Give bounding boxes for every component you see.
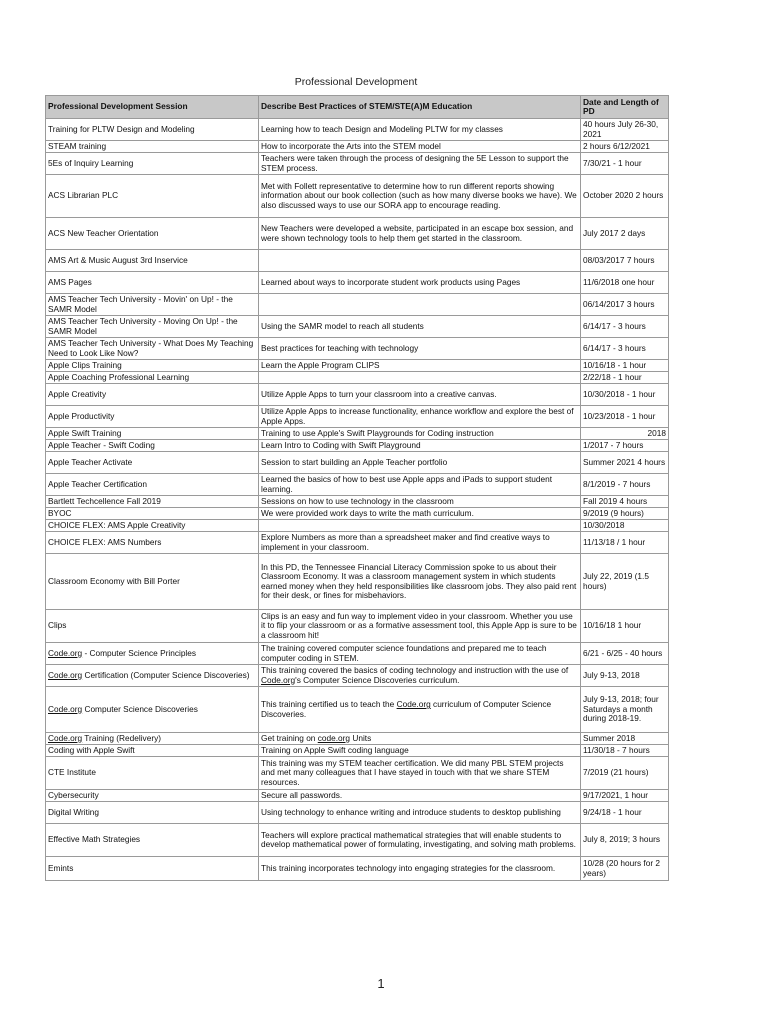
session-text: Certification (Computer Science Discoveries) <box>82 669 250 680</box>
date-length-cell: 7/30/21 - 1 hour <box>581 153 669 175</box>
session-cell: Cybersecurity <box>46 790 259 802</box>
date-length-cell: July 2017 2 days <box>581 218 669 250</box>
session-cell: CHOICE FLEX: AMS Apple Creativity <box>46 520 259 532</box>
description-cell <box>259 520 581 532</box>
session-cell: ACS New Teacher Orientation <box>46 218 259 250</box>
date-length-cell: 6/14/17 - 3 hours <box>581 316 669 338</box>
professional-development-table <box>45 95 669 881</box>
table-row <box>46 250 669 272</box>
description-cell: New Teachers were developed a website, participated in an escape box session, and were shown technology tools to help them get started in the classroom. <box>259 218 581 250</box>
description-text: This training certified us to teach the <box>261 699 397 710</box>
date-length-cell: 6/21 - 6/25 - 40 hours <box>581 643 669 665</box>
session-link[interactable]: Code.org <box>48 732 83 743</box>
description-cell <box>259 372 581 384</box>
session-link[interactable]: Code.org <box>48 647 83 658</box>
table-row <box>46 141 669 153</box>
table-row <box>46 338 669 360</box>
table-row <box>46 532 669 554</box>
table-row <box>46 406 669 428</box>
header-date-length: Date and Length of PD <box>581 96 669 119</box>
session-cell: CTE Institute <box>46 757 259 790</box>
description-cell: This training was my STEM teacher certification. We did many PBL STEM projects and met many colleagues that I have stayed in touch with that we share STEM resources. <box>259 757 581 790</box>
description-cell: How to incorporate the Arts into the STEM model <box>259 141 581 153</box>
description-cell: Session to start building an Apple Teacher portfolio <box>259 452 581 474</box>
table-row <box>46 316 669 338</box>
session-cell <box>46 687 259 733</box>
description-link[interactable]: Code.org <box>396 699 431 710</box>
table-row <box>46 610 669 643</box>
session-cell <box>46 665 259 687</box>
date-length-cell: 10/16/18 1 hour <box>581 610 669 643</box>
description-cell: Training to use Apple's Swift Playgrounds for Coding instruction <box>259 428 581 440</box>
description-cell: Sessions on how to use technology in the classroom <box>259 496 581 508</box>
description-cell: Using the SAMR model to reach all students <box>259 316 581 338</box>
session-cell: Bartlett Techcellence Fall 2019 <box>46 496 259 508</box>
date-length-cell: 9/17/2021, 1 hour <box>581 790 669 802</box>
description-cell: Best practices for teaching with technology <box>259 338 581 360</box>
session-cell: Training for PLTW Design and Modeling <box>46 119 259 141</box>
date-length-cell: 6/14/17 - 3 hours <box>581 338 669 360</box>
date-length-cell: 40 hours July 26-30, 2021 <box>581 119 669 141</box>
date-length-cell: 2018 <box>581 428 669 440</box>
session-link[interactable]: Code.org <box>48 703 83 714</box>
date-length-cell: 9/2019 (9 hours) <box>581 508 669 520</box>
description-text: This training covered the basics of coding technology and instruction with the use of <box>261 665 569 676</box>
description-cell: We were provided work days to write the math curriculum. <box>259 508 581 520</box>
table-row <box>46 496 669 508</box>
date-length-cell: Summer 2021 4 hours <box>581 452 669 474</box>
session-cell: ACS Librarian PLC <box>46 175 259 218</box>
table-row <box>46 508 669 520</box>
session-cell <box>46 733 259 745</box>
table-row <box>46 428 669 440</box>
description-link[interactable]: Code.org <box>261 674 296 685</box>
date-length-cell: July 8, 2019; 3 hours <box>581 824 669 857</box>
table-header-row <box>46 96 669 119</box>
date-length-cell: 9/24/18 - 1 hour <box>581 802 669 824</box>
description-cell: Teachers will explore practical mathematical strategies that will enable students to develop mathematical power of formulating, investigating, and solving math problems. <box>259 824 581 857</box>
date-length-cell: July 22, 2019 (1.5 hours) <box>581 554 669 610</box>
session-cell: Effective Math Strategies <box>46 824 259 857</box>
session-cell: Coding with Apple Swift <box>46 745 259 757</box>
description-text: 's Computer Science Discoveries curriculum. <box>295 674 460 685</box>
description-cell: In this PD, the Tennessee Financial Literacy Commission spoke to us about their Classroom Economy. It was a classroom management system in which students earned money when they held responsibilities like classroom jobs. They also paid rent for their desk, or fines for misbehaviors. <box>259 554 581 610</box>
table-row <box>46 802 669 824</box>
table-row <box>46 372 669 384</box>
table-row <box>46 643 669 665</box>
table-row <box>46 218 669 250</box>
session-cell: Clips <box>46 610 259 643</box>
session-cell <box>46 643 259 665</box>
date-length-cell: Fall 2019 4 hours <box>581 496 669 508</box>
table-row <box>46 360 669 372</box>
table-row <box>46 175 669 218</box>
session-cell: Apple Coaching Professional Learning <box>46 372 259 384</box>
date-length-cell: 8/1/2019 - 7 hours <box>581 474 669 496</box>
date-length-cell: 2 hours 6/12/2021 <box>581 141 669 153</box>
session-cell: Apple Clips Training <box>46 360 259 372</box>
page-number: 1 <box>377 976 385 991</box>
date-length-cell: 7/2019 (21 hours) <box>581 757 669 790</box>
description-cell: Met with Follett representative to determine how to run different reports showing information about our book collection (such as how many diverse books we have). We also discussed ways to use our SORA app to encourage reading. <box>259 175 581 218</box>
table-row <box>46 474 669 496</box>
description-cell: Secure all passwords. <box>259 790 581 802</box>
description-cell <box>259 665 581 687</box>
description-cell <box>259 687 581 733</box>
date-length-cell: October 2020 2 hours <box>581 175 669 218</box>
session-cell: AMS Teacher Tech University - Moving On Up! - the SAMR Model <box>46 316 259 338</box>
session-cell: Digital Writing <box>46 802 259 824</box>
table-body <box>46 119 669 881</box>
table-row <box>46 824 669 857</box>
description-cell: Learn Intro to Coding with Swift Playground <box>259 440 581 452</box>
session-cell: Apple Swift Training <box>46 428 259 440</box>
description-cell <box>259 250 581 272</box>
table-row <box>46 554 669 610</box>
table-row <box>46 757 669 790</box>
table-row <box>46 745 669 757</box>
date-length-cell: 10/30/2018 - 1 hour <box>581 384 669 406</box>
table-row <box>46 857 669 881</box>
header-best-practices: Describe Best Practices of STEM/STE(A)M Education <box>259 96 581 119</box>
description-cell: Teachers were taken through the process of designing the 5E Lesson to support the STEM process. <box>259 153 581 175</box>
table-row <box>46 384 669 406</box>
table-row <box>46 153 669 175</box>
description-cell: Learning how to teach Design and Modeling PLTW for my classes <box>259 119 581 141</box>
table-row <box>46 733 669 745</box>
session-cell: 5Es of Inquiry Learning <box>46 153 259 175</box>
session-cell: Apple Teacher - Swift Coding <box>46 440 259 452</box>
description-text: Units <box>350 732 372 743</box>
date-length-cell: July 9-13, 2018; four Saturdays a month during 2018-19. <box>581 687 669 733</box>
description-cell: The training covered computer science foundations and prepared me to teach computer coding in STEM. <box>259 643 581 665</box>
date-length-cell: 08/03/2017 7 hours <box>581 250 669 272</box>
session-cell: Emints <box>46 857 259 881</box>
header-session: Professional Development Session <box>46 96 259 119</box>
session-cell: Apple Teacher Certification <box>46 474 259 496</box>
description-cell: Learn the Apple Program CLIPS <box>259 360 581 372</box>
session-cell: AMS Teacher Tech University - What Does My Teaching Need to Look Like Now? <box>46 338 259 360</box>
table-row <box>46 790 669 802</box>
session-cell: Apple Productivity <box>46 406 259 428</box>
document-title: Professional Development <box>294 76 418 88</box>
table-row <box>46 520 669 532</box>
table-row <box>46 272 669 294</box>
date-length-cell: 10/28 (20 hours for 2 years) <box>581 857 669 881</box>
date-length-cell: 10/16/18 - 1 hour <box>581 360 669 372</box>
description-cell: This training incorporates technology into engaging strategies for the classroom. <box>259 857 581 881</box>
description-cell <box>259 294 581 316</box>
session-cell: Classroom Economy with Bill Porter <box>46 554 259 610</box>
description-text: curriculum of Computer Science Discoveries. <box>261 699 552 719</box>
date-length-cell: 06/14/2017 3 hours <box>581 294 669 316</box>
table-row <box>46 440 669 452</box>
description-cell <box>259 733 581 745</box>
description-cell: Training on Apple Swift coding language <box>259 745 581 757</box>
date-length-cell: July 9-13, 2018 <box>581 665 669 687</box>
description-cell: Using technology to enhance writing and introduce students to desktop publishing <box>259 802 581 824</box>
description-text: Get training on <box>261 732 318 743</box>
session-cell: STEAM training <box>46 141 259 153</box>
session-text: Training (Redelivery) <box>82 732 161 743</box>
description-cell: Utilize Apple Apps to increase functionality, enhance workflow and explore the best of Apple Apps. <box>259 406 581 428</box>
date-length-cell: 11/30/18 - 7 hours <box>581 745 669 757</box>
session-cell: BYOC <box>46 508 259 520</box>
date-length-cell: 2/22/18 - 1 hour <box>581 372 669 384</box>
date-length-cell: 11/13/18 / 1 hour <box>581 532 669 554</box>
session-cell: CHOICE FLEX: AMS Numbers <box>46 532 259 554</box>
description-cell: Learned about ways to incorporate student work products using Pages <box>259 272 581 294</box>
table-row <box>46 119 669 141</box>
table-row <box>46 687 669 733</box>
session-link[interactable]: Code.org <box>48 669 83 680</box>
session-cell: AMS Art & Music August 3rd Inservice <box>46 250 259 272</box>
description-cell: Learned the basics of how to best use Apple apps and iPads to support student learning. <box>259 474 581 496</box>
session-cell: AMS Pages <box>46 272 259 294</box>
session-cell: Apple Teacher Activate <box>46 452 259 474</box>
description-cell: Clips is an easy and fun way to implement video in your classroom. Whether you use it to flip your classroom or as a formative assessment tool, this Apple App is sure to be a classroom hit! <box>259 610 581 643</box>
session-text: Computer Science Discoveries <box>82 703 198 714</box>
date-length-cell: 10/30/2018 <box>581 520 669 532</box>
table-row <box>46 665 669 687</box>
date-length-cell: 10/23/2018 - 1 hour <box>581 406 669 428</box>
date-length-cell: 1/2017 - 7 hours <box>581 440 669 452</box>
description-link[interactable]: code.org <box>317 732 351 743</box>
date-length-cell: 11/6/2018 one hour <box>581 272 669 294</box>
date-length-cell: Summer 2018 <box>581 733 669 745</box>
description-cell: Explore Numbers as more than a spreadsheet maker and find creative ways to implement in your classroom. <box>259 532 581 554</box>
session-text: - Computer Science Principles <box>82 647 197 658</box>
table-row <box>46 452 669 474</box>
session-cell: AMS Teacher Tech University - Movin' on Up! - the SAMR Model <box>46 294 259 316</box>
table-row <box>46 294 669 316</box>
session-cell: Apple Creativity <box>46 384 259 406</box>
description-cell: Utilize Apple Apps to turn your classroom into a creative canvas. <box>259 384 581 406</box>
